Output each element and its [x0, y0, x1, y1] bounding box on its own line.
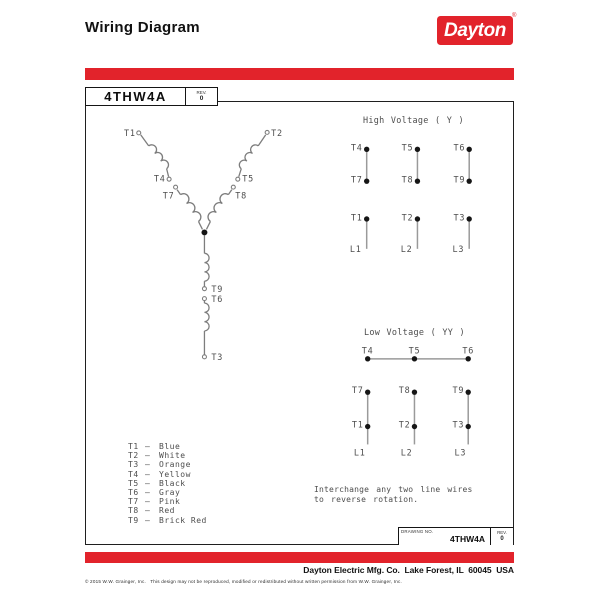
drawing-no-label: DRAWING NO.: [401, 529, 434, 534]
dayton-logo-text: Dayton: [444, 19, 506, 41]
footer-red-bar: [85, 552, 514, 563]
legend-color: Blue: [159, 442, 181, 451]
lv-label-t7: T7: [351, 385, 364, 396]
legend-terminal: T1: [128, 442, 139, 451]
t6-terminal-circle: [202, 297, 206, 301]
lv-label-t4: T4: [361, 345, 374, 356]
legend-dash: —: [145, 442, 151, 451]
y-schematic-labels: [124, 128, 283, 362]
legend-row: [128, 470, 207, 479]
t8-center-line: [206, 221, 210, 229]
legend-dash: —: [145, 497, 151, 507]
lv-label-l3: L3: [454, 447, 467, 458]
legend-row: [128, 451, 207, 460]
hv-label-t4: T4: [350, 142, 363, 153]
t1-terminal-circle: [137, 131, 141, 135]
y-label-t7: T7: [162, 190, 175, 201]
legend-terminal: T4: [128, 469, 139, 479]
legend-dash: —: [145, 506, 151, 516]
copyright-notice: © 2015 W.W. Grainger, Inc. This design may not be reproduced, modified or redistributed without written permission from W.W. Grainger, Inc.: [85, 579, 402, 584]
y-label-t2: T2: [271, 127, 283, 138]
legend-terminal: T7: [128, 497, 139, 507]
t4-terminal-circle: [167, 177, 171, 181]
hv-label-t6: T6: [453, 142, 466, 153]
hv-label-l1: L1: [349, 243, 362, 254]
rev-label: REV.: [196, 89, 207, 95]
legend-row: [128, 506, 207, 515]
legend-dash: —: [145, 460, 151, 470]
hv-links: [367, 149, 470, 249]
legend-dash: —: [145, 451, 151, 461]
t8-lead-line: [228, 190, 231, 195]
legend-color: Gray: [159, 487, 181, 497]
y-label-t5: T5: [242, 173, 255, 184]
t2-terminal-circle: [265, 130, 269, 134]
rotation-note: [314, 485, 473, 505]
hv-label-t9: T9: [453, 174, 466, 185]
drawing-number-block: [398, 527, 513, 545]
drawing-rev-value: 0: [500, 536, 504, 543]
winding-t2-t5-coil: [239, 145, 258, 169]
low-voltage-title: Low Voltage ( YY ): [363, 326, 465, 337]
t1-lead-line: [141, 135, 149, 146]
hv-label-t5: T5: [401, 142, 414, 153]
legend-terminal: T3: [128, 460, 139, 470]
winding-center-t9-coil: [204, 253, 209, 281]
star-point-dot: [201, 229, 207, 235]
winding-t1-t4-coil: [149, 145, 169, 169]
lv-links: [368, 359, 469, 445]
lv-label-t2: T2: [398, 419, 411, 430]
legend-row: [128, 488, 207, 497]
winding-t8-center-coil: [208, 194, 228, 222]
legend-row: [128, 516, 207, 525]
t7-terminal-circle: [174, 185, 178, 189]
title-block: [85, 87, 218, 106]
y-label-t8: T8: [235, 190, 248, 201]
t5-terminal-circle: [236, 177, 240, 181]
lv-label-l1: L1: [353, 447, 366, 458]
lv-label-l2: L2: [400, 447, 413, 458]
rev-value: 0: [199, 95, 204, 102]
hv-label-l2: L2: [400, 243, 413, 254]
legend-row: [128, 442, 207, 451]
company-address: Dayton Electric Mfg. Co. Lake Forest, IL 60045 USA: [303, 565, 514, 575]
hv-label-t2: T2: [401, 212, 414, 223]
t7-center-line: [198, 221, 202, 229]
lv-label-t8: T8: [398, 385, 411, 396]
legend-row: [128, 497, 207, 506]
revision-cell: [185, 88, 217, 105]
y-schematic-strokes: [141, 135, 266, 355]
t9-terminal-circle: [202, 287, 206, 291]
registered-trademark-icon: ®: [512, 13, 517, 19]
y-label-t3: T3: [211, 351, 224, 362]
y-label-t6: T6: [211, 294, 224, 305]
winding-t7-center-coil: [181, 194, 201, 222]
legend-terminal: T2: [128, 451, 139, 461]
y-label-t9: T9: [211, 284, 224, 295]
rotation-note-line2: to reverse rotation.: [314, 495, 419, 504]
drawing-rev-cell: [490, 528, 513, 545]
legend-color: Black: [159, 478, 186, 488]
legend-color: Orange: [159, 460, 191, 470]
legend-row: [128, 479, 207, 488]
legend-color: White: [159, 451, 186, 461]
lv-label-t3: T3: [452, 419, 465, 430]
wire-color-legend: [128, 442, 207, 525]
drawing-number-cell: [399, 528, 490, 545]
legend-color: Brick Red: [159, 515, 207, 525]
legend-dash: —: [145, 469, 151, 479]
high-voltage-section: [350, 115, 472, 254]
legend-terminal: T6: [128, 487, 139, 497]
lv-label-t6: T6: [462, 345, 475, 356]
y-label-t4: T4: [153, 173, 166, 184]
legend-terminal: T5: [128, 478, 139, 488]
drawing-no-value: 4THW4A: [450, 534, 485, 544]
lv-label-t9: T9: [452, 385, 465, 396]
hv-label-t3: T3: [453, 212, 466, 223]
low-voltage-section: [352, 327, 474, 457]
page-title: Wiring Diagram: [85, 19, 200, 36]
model-number: 4THW4A: [104, 89, 167, 104]
dayton-logo: [437, 16, 513, 45]
legend-terminal: T8: [128, 506, 139, 516]
legend-dash: —: [145, 478, 151, 488]
legend-color: Yellow: [159, 469, 191, 479]
rotation-note-line1: Interchange any two line wires: [314, 485, 473, 494]
y-terminal-circles: [137, 130, 269, 358]
legend-color: Red: [159, 506, 175, 516]
legend-dash: —: [145, 487, 151, 497]
lv-label-t5: T5: [408, 345, 421, 356]
legend-color: Pink: [159, 497, 181, 507]
t3-terminal-circle: [202, 355, 206, 359]
legend-terminal: T9: [128, 515, 139, 525]
hv-label-t7: T7: [350, 174, 363, 185]
t5-lead-line: [239, 169, 241, 177]
header-red-bar: [85, 68, 514, 80]
legend-row: [128, 460, 207, 469]
lv-labels: [352, 345, 474, 457]
drawing-rev-label: REV.: [497, 529, 507, 535]
hv-label-t8: T8: [401, 174, 414, 185]
t7-lead-line: [177, 190, 180, 195]
hv-label-l3: L3: [452, 243, 465, 254]
t8-terminal-circle: [231, 185, 235, 189]
legend-dash: —: [145, 515, 151, 525]
lv-label-t1: T1: [351, 419, 364, 430]
winding-t6-t3-coil: [204, 303, 209, 331]
t2-lead-line: [258, 135, 265, 146]
high-voltage-title: High Voltage ( Y ): [362, 114, 464, 125]
t4-lead-line: [167, 169, 169, 177]
hv-label-t1: T1: [350, 212, 363, 223]
y-label-t1: T1: [123, 127, 136, 138]
